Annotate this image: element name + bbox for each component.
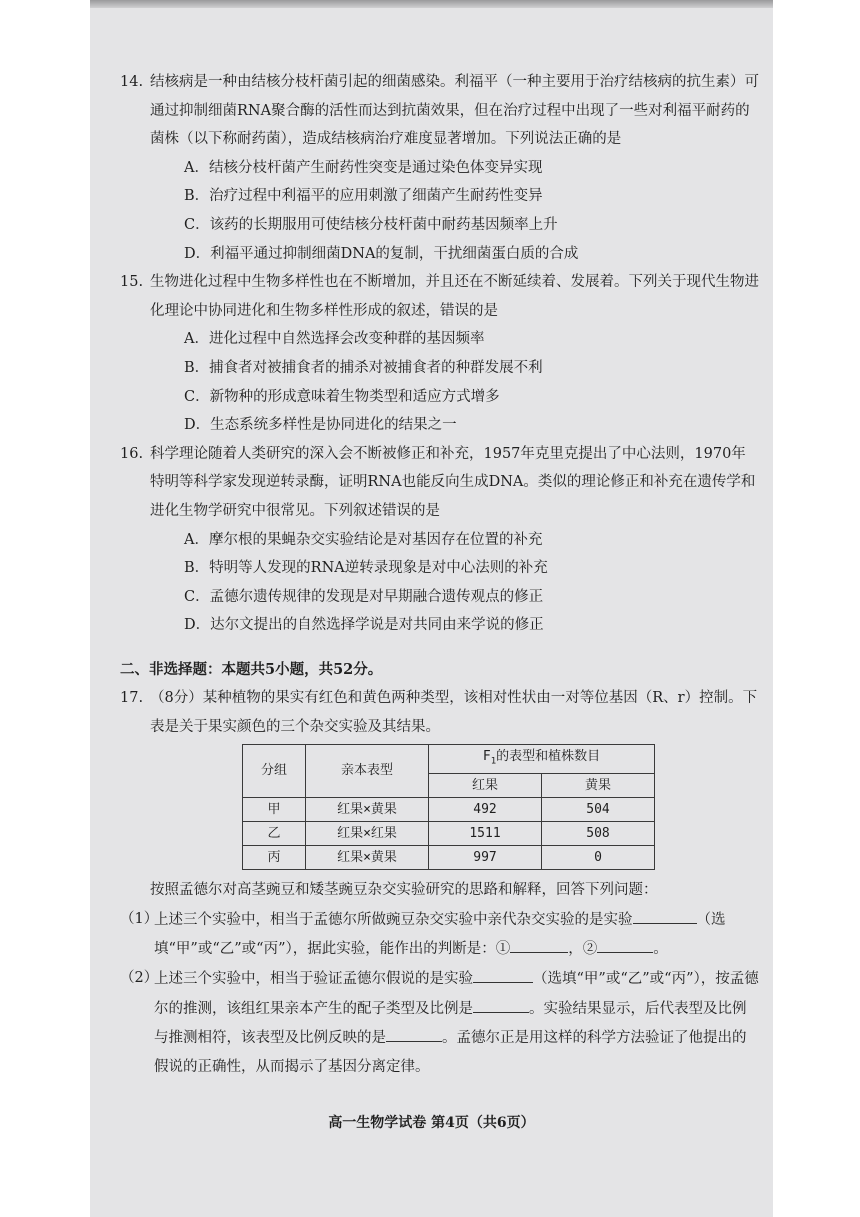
cell-parent: 红果×黄果 xyxy=(306,798,429,822)
exam-page xyxy=(90,0,773,1217)
question-17-intro: 按照孟德尔对高茎豌豆和矮茎豌豆杂交实验研究的思路和解释，回答下列问题： xyxy=(150,882,658,899)
question-number: 14. xyxy=(120,74,144,90)
subquestion-number: （1） xyxy=(120,910,159,927)
subquestion-text: 上述三个实验中，相当于孟德尔所做豌豆杂交实验中亲代杂交实验的是实验 xyxy=(154,911,633,928)
subquestion-text: （选填“甲”或“乙”或“丙”），按孟德尔的推测，该组红果亲本产生的配子类型及比例是 xyxy=(154,971,759,1017)
cross-results-table xyxy=(242,744,655,871)
question-stem: 科学理论随着人类研究的深入会不断被修正和补充，1957年克里克提出了中心法则，1970年特明等科学家发现逆转录酶，证明RNA也能反向生成DNA。类似的理论修正和补充在遗传学和进化生物学研究中很常见。下列叙述错误的是 xyxy=(150,445,756,519)
cell-parent: 红果×黄果 xyxy=(306,846,429,870)
option-d: D．达尔文提出的自然选择学说是对共同由来学说的修正 xyxy=(184,617,544,634)
subquestion-text: （选填“甲”或“乙”或“丙”），据此实验，能作出的判断是：① xyxy=(154,911,726,958)
option-c: C．新物种的形成意味着生物类型和适应方式增多 xyxy=(184,388,500,405)
header-f1-letter: F xyxy=(482,748,491,764)
question-stem: 结核病是一种由结核分枝杆菌引起的细菌感染。利福平（一种主要用于治疗结核病的抗生素）可通过抑制细菌RNA聚合酶的活性而达到抗菌效果，但在治疗过程中出现了一些对利福平耐药的菌株（以下称耐药菌），造成结核病治疗难度显著增加。下列说法正确的是 xyxy=(150,74,759,148)
subquestion-1 xyxy=(120,905,760,964)
table-row xyxy=(243,846,655,870)
cell-yellow: 0 xyxy=(542,846,655,870)
cell-red: 1511 xyxy=(429,822,542,846)
cell-group: 甲 xyxy=(243,798,306,822)
question-14 xyxy=(120,68,760,268)
header-parent-phenotype: 亲本表型 xyxy=(306,744,429,798)
subquestion-text: 。 xyxy=(653,941,668,958)
cell-red: 492 xyxy=(429,798,542,822)
question-stem: （8分）某种植物的果实有红色和黄色两种类型，该相对性状由一对等位基因（R、r）控制。下表是关于果实颜色的三个杂交实验及其结果。 xyxy=(150,690,758,736)
header-red: 红果 xyxy=(429,774,542,798)
header-yellow: 黄果 xyxy=(542,774,655,798)
subquestion-number: （2） xyxy=(120,970,159,987)
subquestion-text: 。孟德尔正是用这样的科学方法验证了他提出的假说的正确性，从而揭示了基因分离定律。 xyxy=(154,1030,747,1075)
option-b: B．捕食者对被捕食者的捕杀对被捕食者的种群发展不利 xyxy=(184,359,543,376)
table-row xyxy=(243,822,655,846)
subquestion-text: ，② xyxy=(568,941,598,958)
option-a: A．摩尔根的果蝇杂交实验结论是对基因存在位置的补充 xyxy=(184,531,543,548)
option-c: C．孟德尔遗传规律的发现是对早期融合遗传观点的修正 xyxy=(184,588,544,605)
option-b: B．特明等人发现的RNA逆转录现象是对中心法则的补充 xyxy=(184,560,548,577)
header-group: 分组 xyxy=(243,744,306,798)
cell-parent: 红果×红果 xyxy=(306,822,429,846)
page-content xyxy=(120,68,760,1081)
answer-blank[interactable] xyxy=(633,905,697,924)
subquestion-text: 上述三个实验中，相当于验证孟德尔假说的是实验 xyxy=(154,971,473,988)
header-f1-text: 的表型和植株数目 xyxy=(496,748,601,764)
cell-red: 997 xyxy=(429,846,542,870)
table-row xyxy=(243,798,655,822)
question-stem: 生物进化过程中生物多样性也在不断增加，并且还在不断延续着、发展着。下列关于现代生物进化理论中协同进化和生物多样性形成的叙述，错误的是 xyxy=(150,274,759,319)
option-a: A．结核分枝杆菌产生耐药性突变是通过染色体变异实现 xyxy=(184,159,543,176)
answer-blank[interactable] xyxy=(473,964,533,983)
question-16 xyxy=(120,440,760,640)
subquestion-text: 。实验结果显示，后代表型及比例与推测相符，该表型及比例反映的是 xyxy=(154,1000,747,1047)
question-number: 17. xyxy=(120,690,144,707)
question-number: 16. xyxy=(120,445,144,462)
option-d: D．利福平通过抑制细菌DNA的复制，干扰细菌蛋白质的合成 xyxy=(184,245,579,262)
answer-blank[interactable] xyxy=(473,994,529,1013)
option-b: B．治疗过程中利福平的应用刺激了细菌产生耐药性变异 xyxy=(184,188,543,205)
header-f1 xyxy=(429,744,655,774)
header-f1-subscript: 1 xyxy=(490,756,497,767)
page-footer: 高一生物学试卷 第4页（共6页） xyxy=(328,1115,535,1131)
question-15 xyxy=(120,268,760,440)
cell-group: 丙 xyxy=(243,846,306,870)
subquestion-2 xyxy=(120,964,760,1081)
answer-blank[interactable] xyxy=(386,1023,442,1042)
answer-blank[interactable] xyxy=(510,934,568,953)
question-number: 15. xyxy=(120,274,144,291)
option-a: A．进化过程中自然选择会改变种群的基因频率 xyxy=(184,331,485,348)
cell-yellow: 504 xyxy=(542,798,655,822)
page-top-edge xyxy=(90,0,773,8)
answer-blank[interactable] xyxy=(597,934,653,953)
question-17 xyxy=(120,684,760,741)
cell-yellow: 508 xyxy=(542,822,655,846)
option-d: D．生态系统多样性是协同进化的结果之一 xyxy=(184,417,457,434)
option-c: C．该药的长期服用可使结核分枝杆菌中耐药基因频率上升 xyxy=(184,216,558,233)
cell-group: 乙 xyxy=(243,822,306,846)
section-heading: 二、非选择题：本题共5小题，共52分。 xyxy=(120,660,383,678)
